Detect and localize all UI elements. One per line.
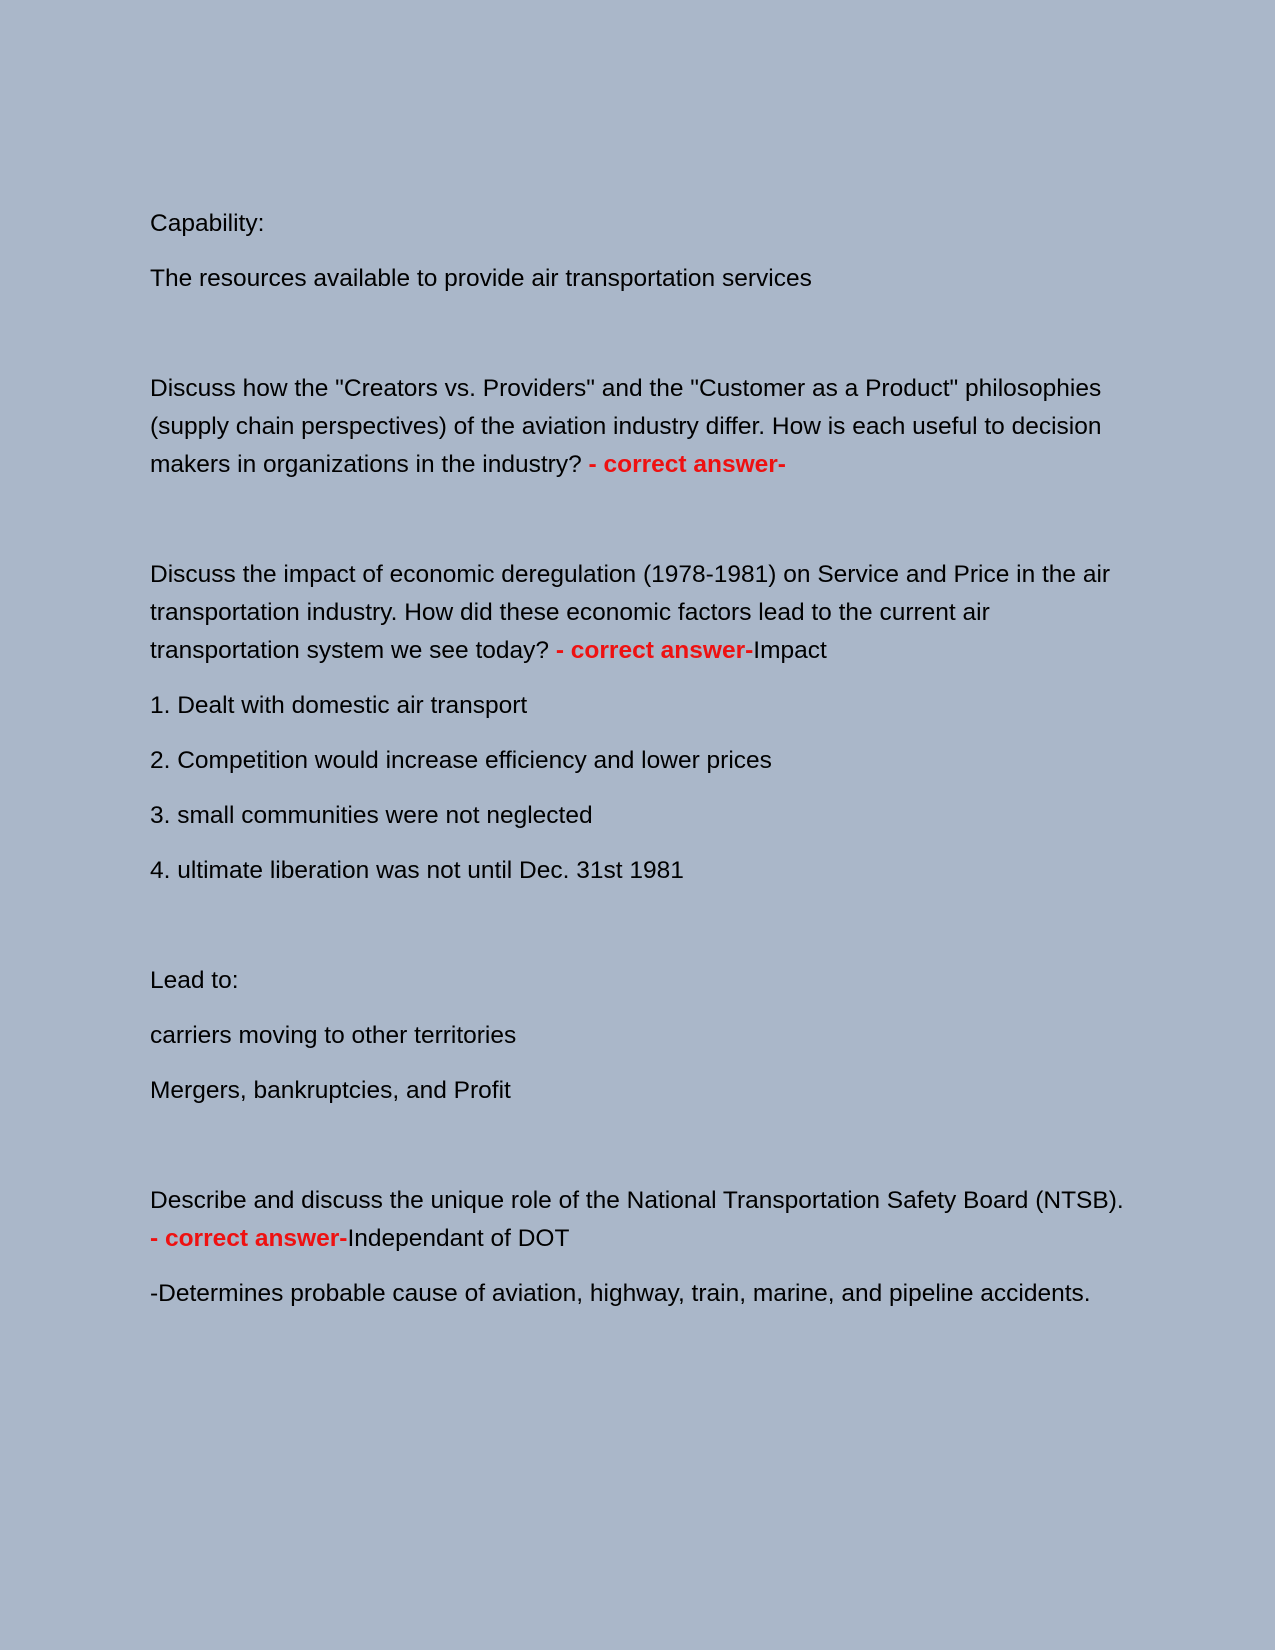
deregulation-question-text: Discuss the impact of economic deregulation (1978-1981) on Service and Price in the air transportation industry. How did these economic factors lead to the current air transportation system we see today?: [150, 561, 1111, 664]
section-spacer: [150, 1127, 1130, 1182]
list-item: 2. Competition would increase efficiency and lower prices: [150, 747, 772, 774]
ntsb-answer: Independant of DOT: [347, 1225, 570, 1252]
ntsb-question-text: Describe and discuss the unique role of the National Transportation Safety Board (NTSB).: [150, 1187, 1124, 1214]
creators-question: [150, 370, 1130, 484]
correct-answer-marker: - correct answer-: [588, 451, 786, 478]
correct-answer-marker: - correct answer-: [150, 1225, 348, 1252]
section-spacer: [150, 315, 1130, 370]
capability-term: [150, 205, 1130, 243]
capability-definition: [150, 260, 1130, 298]
section-spacer: [150, 907, 1130, 962]
capability-definition-text: The resources available to provide air transportation services: [150, 265, 812, 292]
lead-to-item: Mergers, bankruptcies, and Profit: [150, 1077, 511, 1104]
list-item: 1. Dealt with domestic air transport: [150, 692, 528, 719]
creators-question-text: Discuss how the "Creators vs. Providers" and the "Customer as a Product" philosophies (supply chain perspectives) of the aviation industry differ. How is each useful to decision makers in organizations in the industry?: [150, 375, 1102, 478]
ntsb-question: [150, 1182, 1130, 1258]
lead-to-item: carriers moving to other territories: [150, 1022, 517, 1049]
ntsb-detail: -Determines probable cause of aviation, highway, train, marine, and pipeline accidents.: [150, 1280, 1091, 1307]
lead-to-heading: Lead to:: [150, 967, 239, 994]
capability-term-text: Capability:: [150, 210, 265, 237]
document-page: [150, 205, 1130, 1330]
deregulation-answer: Impact: [753, 637, 827, 664]
list-item: 4. ultimate liberation was not until Dec. 31st 1981: [150, 857, 684, 884]
deregulation-question: [150, 556, 1130, 670]
section-spacer: [150, 501, 1130, 556]
correct-answer-marker: - correct answer-: [555, 637, 754, 664]
list-item: 3. small communities were not neglected: [150, 802, 593, 829]
